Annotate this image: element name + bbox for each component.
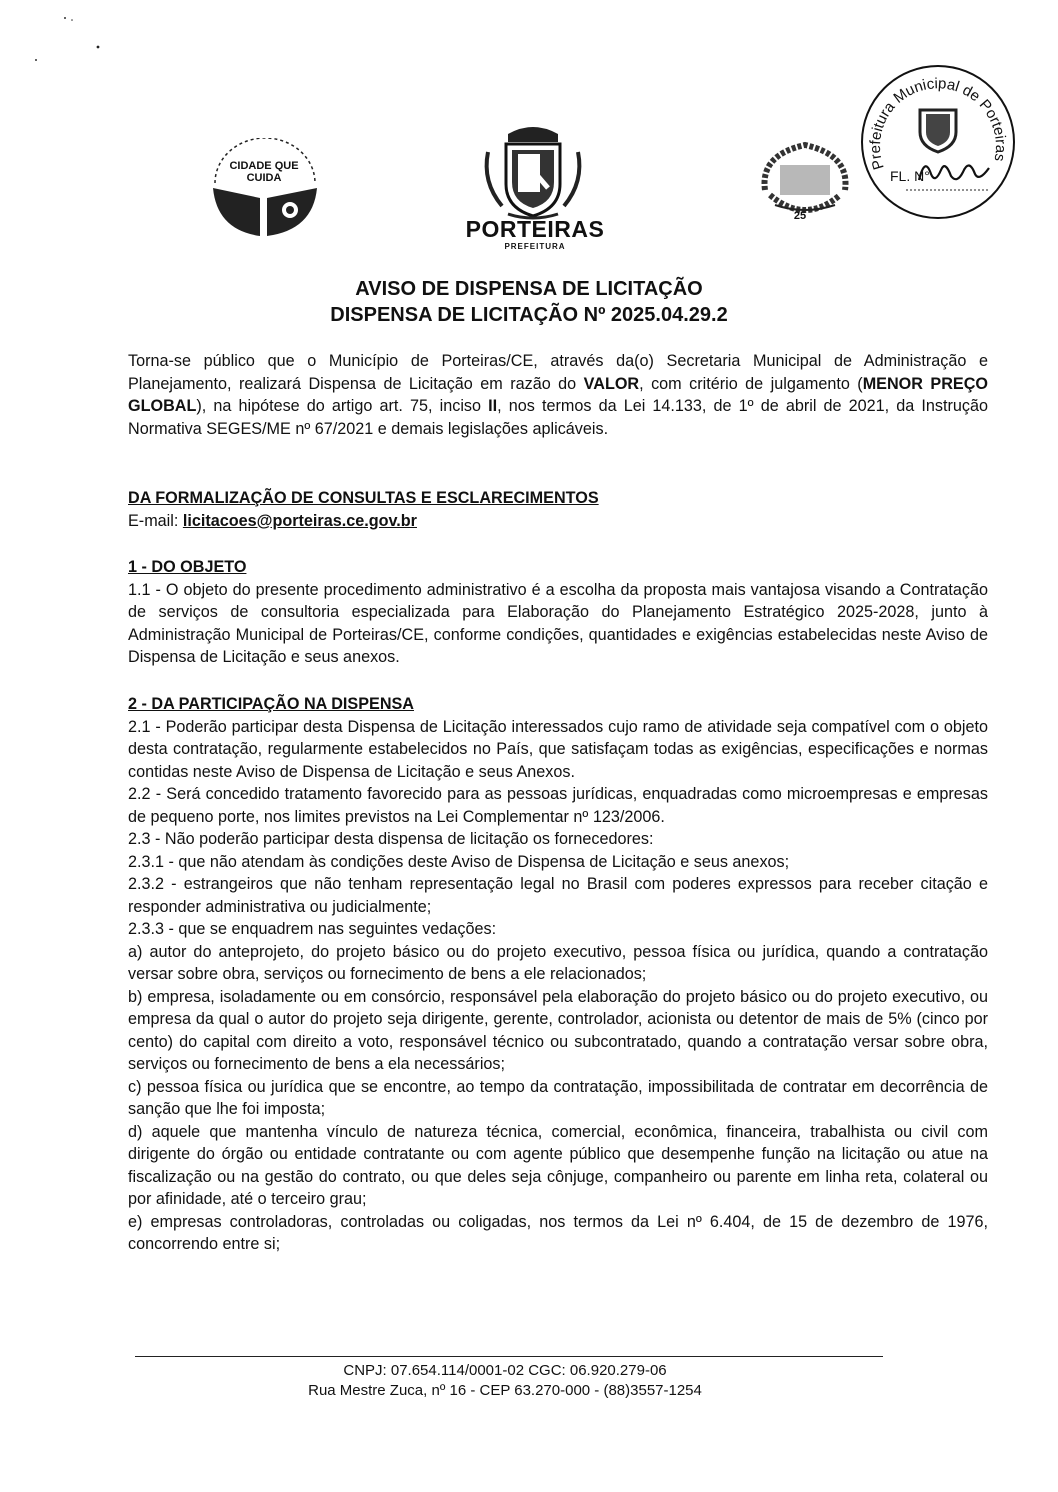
scan-specks: [30, 10, 110, 70]
email-link[interactable]: licitacoes@porteiras.ce.gov.br: [182, 511, 417, 530]
clause-c: c) pessoa física ou jurídica que se encontre, ao tempo da contratação, impossibilitada de contratar em decorrência de sanção que lhe foi imposta;: [128, 1077, 988, 1118]
email-line: [128, 510, 988, 533]
clause-b: b) empresa, isoladamente ou em consórcio, responsável pela elaboração do projeto básico ou do projeto executivo, ou empresa da qual o autor do projeto seja dirigente, gerente, controlador, acionista ou detentor de mais de 5% (cinco por cento) do capital com direito a voto, responsável técnico ou subcontratado, quando a contratação versar sobre obra, serviços ou fornecimento de bens a ela necessários;: [128, 987, 988, 1073]
clause-2-3-1: 2.3.1 - que não atendam às condições deste Aviso de Dispensa de Licitação e seus anexos;: [128, 852, 790, 871]
criteria-judgement: MENOR PREÇO GLOBAL: [128, 374, 988, 415]
participacao-section: [128, 693, 988, 1256]
footer-divider: [135, 1356, 883, 1357]
participacao-heading: 2 - DA PARTICIPAÇÃO NA DISPENSA: [128, 695, 414, 713]
objeto-heading: 1 - DO OBJETO: [128, 558, 247, 576]
intro-paragraph: Torna-se público que o Município de Porteiras/CE, através da(o) Secretaria Municipal de Administração e Planejamento, realizará Dispensa de Licitação em razão do VALOR, com critério de julgamento (MENOR PREÇO GLOBAL), na hipótese do artigo art. 75, inciso II, nos termos da Lei 14.133, de 1º de abril de 2021, da Instrução Normativa SEGES/ME nº 67/2021 e demais legislações aplicáveis.: [128, 352, 988, 438]
clause-2-1: 2.1 - Poderão participar desta Dispensa de Licitação interessados cujo ramo de atividade seja compatível com o objeto desta contratação, regularmente estabelecidos no País, que satisfaçam todas as exigências, especificações e normas contidas neste Aviso de Dispensa de Licitação e seus Anexos.: [128, 717, 988, 781]
clause-a: a) autor do anteprojeto, do projeto básico ou do projeto executivo, pessoa física ou jurídica, quando a contratação versar sobre obra, serviços ou fornecimento de bens a ele relacionados;: [128, 942, 988, 983]
clause-d: d) aquele que mantenha vínculo de natureza técnica, comercial, econômica, financeira, trabalhista ou civil com dirigente do órgão ou entidade contratante ou com agente público que desempenhe função na licitação ou atue na fiscalização ou na gestão do contrato, ou que deles seja cônjuge, companheiro ou parente em linha reta, colateral ou por afinidade, até o terceiro grau;: [128, 1122, 988, 1208]
intro-section: [128, 350, 988, 440]
left-logo-text: CIDADE QUE CUIDA: [229, 160, 299, 184]
clause-2-3-3: 2.3.3 - que se enquadrem nas seguintes vedações:: [128, 920, 497, 938]
criteria-value: VALOR: [583, 374, 640, 393]
document-subtitle: DISPENSA DE LICITAÇÃO Nº 2025.04.29.2: [330, 304, 728, 326]
handwritten-page-number-signature: [915, 150, 995, 190]
svg-text:Prefeitura Municipal de Portei: Prefeitura Municipal de Porteiras: [866, 75, 1010, 172]
objeto-section: [128, 556, 988, 669]
municipal-stamp-seal: [858, 62, 1018, 222]
clause-1-1: 1.1 - O objeto do presente procedimento administrativo é a escolha da proposta mais vantajosa visando a Contratação de serviços de consultoria especializada para Elaboração do Planejamento Estratégico 2025-2028, junto à Administração Municipal de Porteiras/CE, conforme condições, quantidades e exigências estabelecidas neste Aviso de Dispensa de Licitação e seus anexos.: [128, 580, 988, 666]
porteiras-coat-of-arms-icon: [478, 122, 588, 222]
stamp-page-label: FL. N°: [890, 168, 930, 184]
wreath-number: 25: [793, 210, 807, 222]
footer-cnpj: CNPJ: 07.654.114/0001-02 CGC: 06.920.279-06: [343, 1362, 667, 1379]
email-label: E-mail:: [128, 511, 183, 530]
document-title: AVISO DE DISPENSA DE LICITAÇÃO: [355, 278, 703, 300]
clause-e: e) empresas controladoras, controladas ou coligadas, nos termos da Lei nº 6.404, de 15 de dezembro de 1976, concorrendo entre si;: [128, 1212, 988, 1253]
consultas-section: [128, 487, 988, 532]
consultas-heading: DA FORMALIZAÇÃO DE CONSULTAS E ESCLARECIMENTOS: [128, 489, 599, 507]
clause-2-3-2: 2.3.2 - estrangeiros que não tenham representação legal no Brasil com poderes expressos para receber citação e responder administrativa ou judicialmente;: [128, 875, 988, 916]
footer-address: Rua Mestre Zuca, nº 16 - CEP 63.270-000 - (88)3557-1254: [308, 1382, 702, 1399]
clause-2-2: 2.2 - Será concedido tratamento favorecido para as pessoas jurídicas, enquadradas como microempresas e empresas de pequeno porte, nos limites previstos na Lei Complementar nº 123/2006.: [128, 785, 988, 826]
brand-subtitle: PREFEITURA: [504, 242, 566, 251]
cidade-que-cuida-logo: [205, 138, 325, 238]
brand-name: PORTEIRAS: [465, 216, 605, 242]
clause-2-3: 2.3 - Não poderão participar desta dispensa de licitação os fornecedores:: [128, 830, 654, 848]
criteria-inciso: II: [488, 397, 498, 415]
